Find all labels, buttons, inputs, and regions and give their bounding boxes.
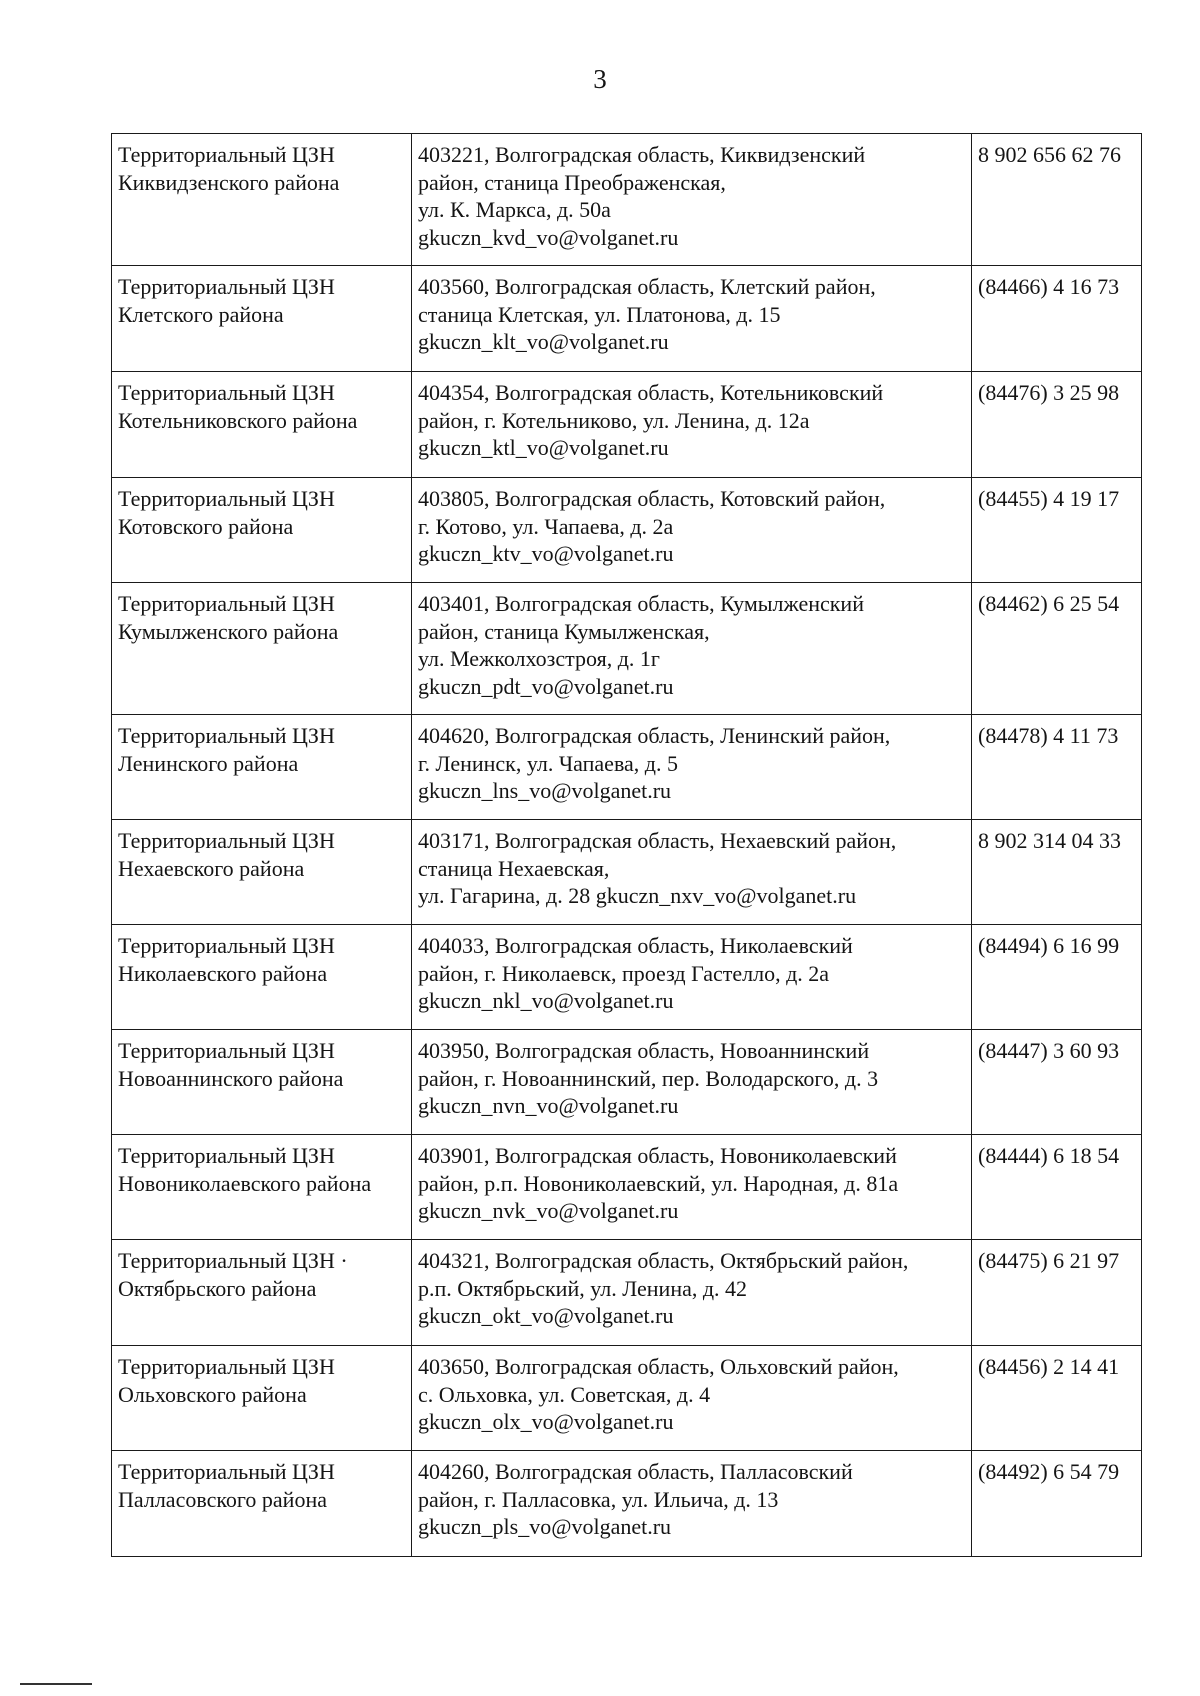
phone-cell [972,1135,1142,1240]
center-address: 404321, Волгоградская область, Октябрьский район, р.п. Октябрьский, ул. Ленина, д. 42 gkuczn_okt_vo@volganet.ru [418,1248,909,1328]
center-phone: (84478) 4 11 73 [978,723,1119,748]
address-cell [412,1240,972,1346]
center-name-cell [112,478,412,583]
center-name-cell [112,1030,412,1135]
address-cell [412,1451,972,1557]
center-address: 404260, Волгоградская область, Палласовский район, г. Палласовка, ул. Ильича, д. 13 gkuczn_pls_vo@volganet.ru [418,1459,853,1539]
center-address: 403901, Волгоградская область, Новониколаевский район, р.п. Новониколаевский, ул. Народная, д. 81а gkuczn_nvk_vo@volganet.ru [418,1143,899,1223]
center-name: Территориальный ЦЗН Ленинского района [118,723,335,776]
table-row [112,1030,1142,1135]
address-cell [412,478,972,583]
center-address: 404620, Волгоградская область, Ленинский район, г. Ленинск, ул. Чапаева, д. 5 gkuczn_lns_vo@volganet.ru [418,723,891,803]
address-cell [412,583,972,715]
employment-centers-table [111,133,1142,1557]
center-phone: (84494) 6 16 99 [978,933,1120,958]
center-phone: 8 902 656 62 76 [978,142,1121,167]
table-row [112,372,1142,478]
address-cell [412,1030,972,1135]
phone-cell [972,820,1142,925]
table-row [112,820,1142,925]
address-cell [412,1346,972,1451]
center-name: Территориальный ЦЗН Котельниковского района [118,380,358,433]
center-name: Территориальный ЦЗН Ольховского района [118,1354,335,1407]
address-cell [412,372,972,478]
center-phone: (84476) 3 25 98 [978,380,1120,405]
table-row [112,583,1142,715]
table-row [112,1451,1142,1557]
center-address: 403221, Волгоградская область, Киквидзенский район, станица Преображенская, ул. К. Маркса, д. 50а gkuczn_kvd_vo@volganet.ru [418,142,866,250]
phone-cell [972,134,1142,266]
phone-cell [972,1240,1142,1346]
center-phone: 8 902 314 04 33 [978,828,1121,853]
center-name: Территориальный ЦЗН Новоаннинского района [118,1038,344,1091]
center-name: Территориальный ЦЗН Палласовского района [118,1459,335,1512]
phone-cell [972,478,1142,583]
center-address: 403805, Волгоградская область, Котовский район, г. Котово, ул. Чапаева, д. 2а gkuczn_ktv_vo@volganet.ru [418,486,886,566]
center-name-cell [112,925,412,1030]
table-row [112,715,1142,820]
center-name-cell [112,820,412,925]
table-row [112,478,1142,583]
center-name-cell [112,266,412,372]
center-phone: (84444) 6 18 54 [978,1143,1120,1168]
center-name-cell [112,1346,412,1451]
center-address: 404354, Волгоградская область, Котельниковский район, г. Котельниково, ул. Ленина, д. 12а gkuczn_ktl_vo@volganet.ru [418,380,884,460]
center-name: Территориальный ЦЗН Нехаевского района [118,828,335,881]
center-address: 403950, Волгоградская область, Новоаннинский район, г. Новоаннинский, пер. Володарского, д. 3 gkuczn_nvn_vo@volganet.ru [418,1038,879,1118]
center-address: 403560, Волгоградская область, Клетский район, станица Клетская, ул. Платонова, д. 15 gkuczn_klt_vo@volganet.ru [418,274,876,354]
phone-cell [972,715,1142,820]
center-address: 404033, Волгоградская область, Николаевский район, г. Николаевск, проезд Гастелло, д. 2а gkuczn_nkl_vo@volganet.ru [418,933,853,1013]
center-address: 403650, Волгоградская область, Ольховский район, с. Ольховка, ул. Советская, д. 4 gkuczn_olx_vo@volganet.ru [418,1354,899,1434]
table-row [112,134,1142,266]
center-phone: (84455) 4 19 17 [978,486,1120,511]
address-cell [412,266,972,372]
center-phone: (84462) 6 25 54 [978,591,1120,616]
table-row [112,1346,1142,1451]
center-name-cell [112,372,412,478]
table-row [112,1135,1142,1240]
center-phone: (84456) 2 14 41 [978,1354,1120,1379]
center-name: Территориальный ЦЗН Котовского района [118,486,335,539]
phone-cell [972,1030,1142,1135]
center-name-cell [112,134,412,266]
phone-cell [972,925,1142,1030]
center-name-cell [112,583,412,715]
center-name: Территориальный ЦЗН Новониколаевского района [118,1143,372,1196]
address-cell [412,820,972,925]
center-name-cell [112,1240,412,1346]
center-name: Территориальный ЦЗН Кумылженского района [118,591,339,644]
address-cell [412,925,972,1030]
center-name-cell [112,715,412,820]
center-address: 403171, Волгоградская область, Нехаевский район, станица Нехаевская, ул. Гагарина, д. 28 gkuczn_nxv_vo@volganet.ru [418,828,897,908]
center-phone: (84492) 6 54 79 [978,1459,1120,1484]
scan-edge-mark [20,1683,92,1685]
center-name: Территориальный ЦЗН · Октябрьского района [118,1248,348,1301]
center-name-cell [112,1135,412,1240]
phone-cell [972,266,1142,372]
center-address: 403401, Волгоградская область, Кумылженский район, станица Кумылженская, ул. Межколхозстроя, д. 1г gkuczn_pdt_vo@volganet.ru [418,591,864,699]
table-row [112,1240,1142,1346]
table-row [112,925,1142,1030]
phone-cell [972,1346,1142,1451]
address-cell [412,715,972,820]
page-number: 3 [593,64,607,94]
center-name: Территориальный ЦЗН Клетского района [118,274,335,327]
phone-cell [972,372,1142,478]
center-name-cell [112,1451,412,1557]
address-cell [412,1135,972,1240]
address-cell [412,134,972,266]
center-name: Территориальный ЦЗН Николаевского района [118,933,335,986]
center-phone: (84447) 3 60 93 [978,1038,1120,1063]
table-row [112,266,1142,372]
center-phone: (84475) 6 21 97 [978,1248,1120,1273]
center-name: Территориальный ЦЗН Киквидзенского района [118,142,340,195]
phone-cell [972,1451,1142,1557]
phone-cell [972,583,1142,715]
center-phone: (84466) 4 16 73 [978,274,1120,299]
